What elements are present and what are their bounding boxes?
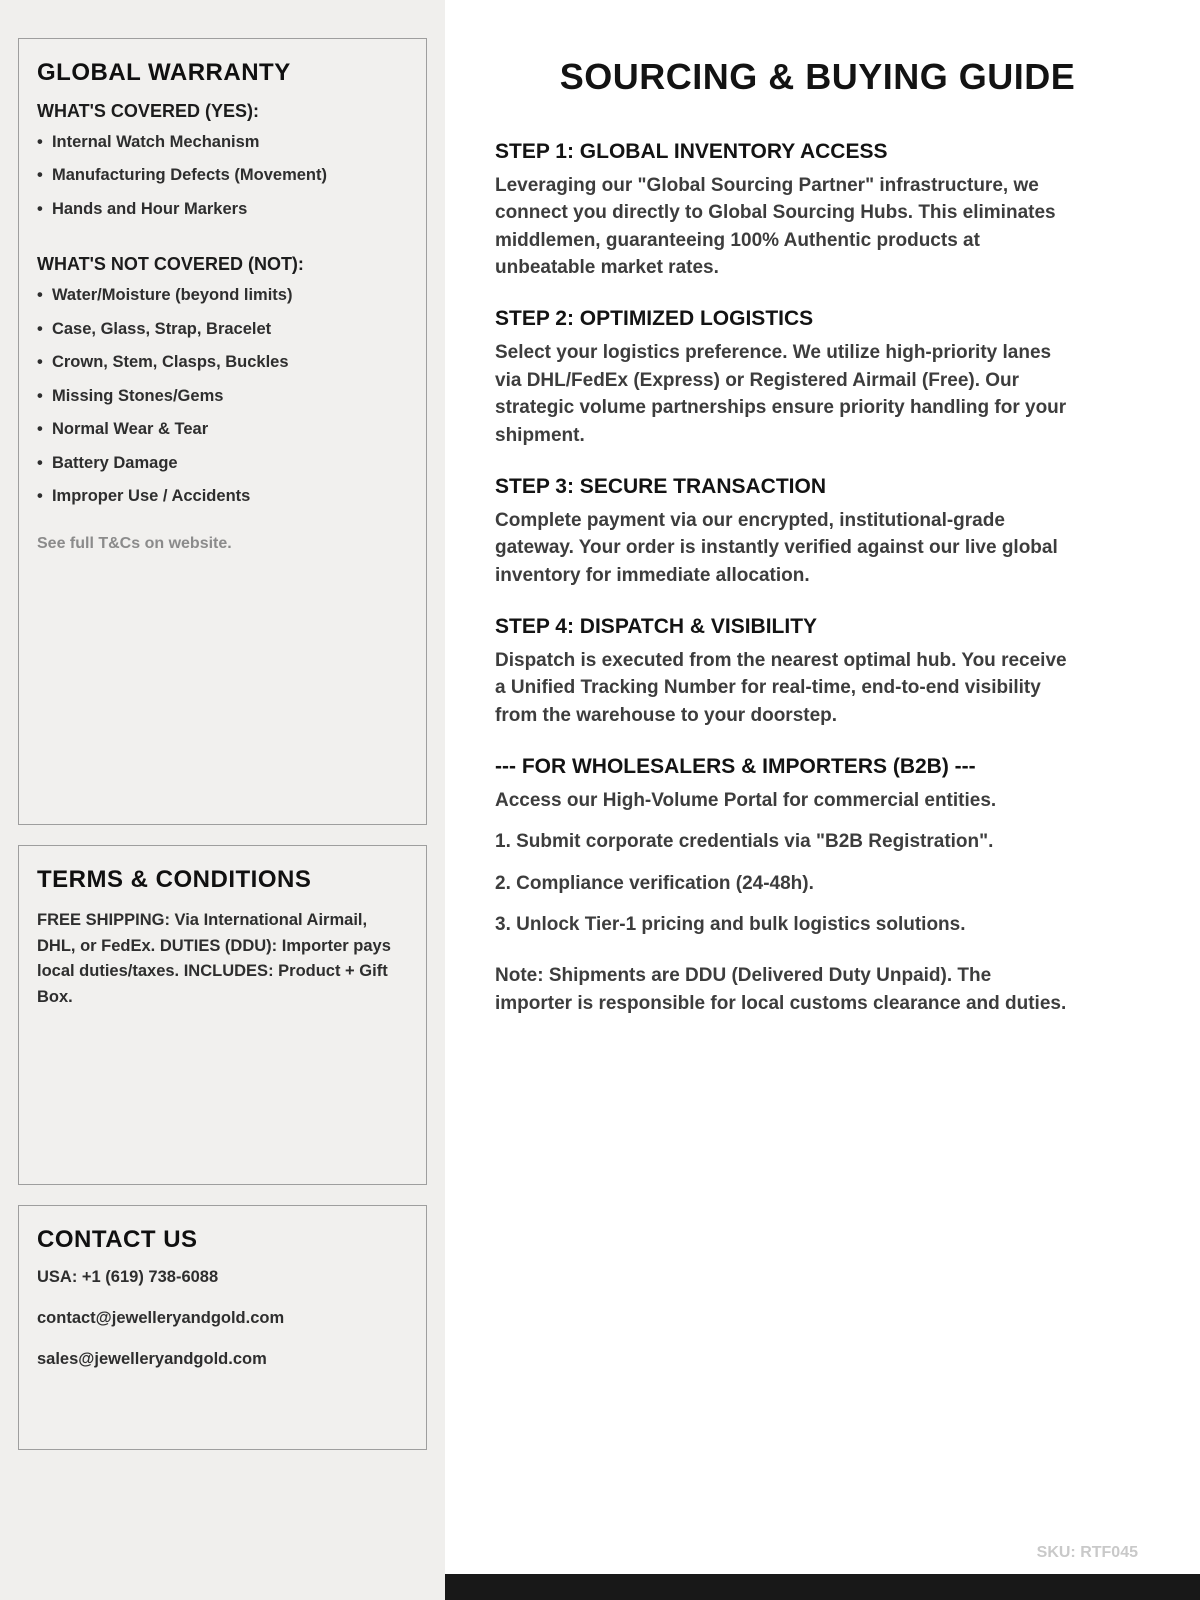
list-item: • Water/Moisture (beyond limits) — [37, 285, 408, 306]
list-item: • Hands and Hour Markers — [37, 199, 408, 220]
page-title: SOURCING & BUYING GUIDE — [559, 56, 1076, 97]
covered-list — [37, 132, 408, 220]
main-content — [445, 0, 1200, 1600]
step-4-section — [495, 615, 1073, 729]
terms-body: FREE SHIPPING: Via International Airmail, DHL, or FedEx. DUTIES (DDU): Importer pays local duties/taxes. INCLUDES: Product + Gift Box. — [37, 911, 391, 1006]
step-3-section — [495, 475, 1073, 589]
list-item: • Battery Damage — [37, 453, 408, 474]
sales-email: sales@jewelleryandgold.com — [37, 1350, 267, 1368]
list-item: • Normal Wear & Tear — [37, 419, 408, 440]
section-paragraph: Dispatch is executed from the nearest optimal hub. You receive a Unified Tracking Number for real-time, end-to-end visibility from the warehouse to your doorstep. — [495, 649, 1067, 726]
warranty-title: GLOBAL WARRANTY — [37, 59, 291, 86]
footer-bar — [445, 1574, 1200, 1600]
section-heading: STEP 4: DISPATCH & VISIBILITY — [495, 614, 818, 638]
guide-content — [495, 140, 1073, 1017]
sidebar — [0, 0, 445, 1600]
ddu-note: Note: Shipments are DDU (Delivered Duty Unpaid). The importer is responsible for local customs clearance and duties. — [495, 965, 1067, 1014]
list-item: • Crown, Stem, Clasps, Buckles — [37, 352, 408, 373]
not-covered-subheading: WHAT'S NOT COVERED (NOT): — [37, 254, 304, 275]
list-item: • Internal Watch Mechanism — [37, 132, 408, 153]
section-paragraph: Access our High-Volume Portal for commercial entities. — [495, 790, 997, 812]
sku-label: SKU: RTF045 — [1036, 1544, 1138, 1561]
list-item: • Improper Use / Accidents — [37, 486, 408, 507]
section-paragraph: Leveraging our "Global Sourcing Partner" infrastructure, we connect you directly to Global Sourcing Hubs. This eliminates middlemen, guaranteeing 100% Authentic products at unbeatable market rates. — [495, 175, 1056, 279]
list-item: • Missing Stones/Gems — [37, 386, 408, 407]
step-1-section — [495, 140, 1073, 281]
section-paragraph: Select your logistics preference. We utilize high-priority lanes via DHL/FedEx (Express) or Registered Airmail (Free). Our strategic volume partnerships ensure priority handling for your shipment. — [495, 342, 1067, 446]
b2b-step-1: 1. Submit corporate credentials via "B2B Registration". — [495, 831, 994, 853]
terms-conditions-box — [18, 845, 427, 1185]
list-item: • Case, Glass, Strap, Bracelet — [37, 319, 408, 340]
b2b-step-2: 2. Compliance verification (24-48h). — [495, 872, 814, 894]
warranty-footnote: See full T&Cs on website. — [37, 535, 232, 553]
section-heading: STEP 1: GLOBAL INVENTORY ACCESS — [495, 140, 888, 163]
contact-title: CONTACT US — [37, 1226, 198, 1253]
contact-us-box — [18, 1205, 427, 1450]
terms-title: TERMS & CONDITIONS — [37, 866, 312, 893]
section-paragraph: Complete payment via our encrypted, institutional-grade gateway. Your order is instantly verified against our live global inventory for immediate allocation. — [495, 509, 1058, 586]
b2b-step-3: 3. Unlock Tier-1 pricing and bulk logistics solutions. — [495, 914, 966, 936]
list-item: • Manufacturing Defects (Movement) — [37, 165, 408, 186]
section-heading: --- FOR WHOLESALERS & IMPORTERS (B2B) --- — [495, 755, 976, 779]
contact-email: contact@jewelleryandgold.com — [37, 1309, 285, 1327]
section-heading: STEP 2: OPTIMIZED LOGISTICS — [495, 307, 814, 331]
covered-subheading: WHAT'S COVERED (YES): — [37, 101, 259, 121]
not-covered-list — [37, 285, 408, 507]
section-heading: STEP 3: SECURE TRANSACTION — [495, 474, 826, 498]
b2b-section — [495, 755, 1073, 1017]
step-2-section — [495, 307, 1073, 448]
global-warranty-box — [18, 38, 427, 825]
contact-phone: USA: +1 (619) 738-6088 — [37, 1268, 219, 1286]
